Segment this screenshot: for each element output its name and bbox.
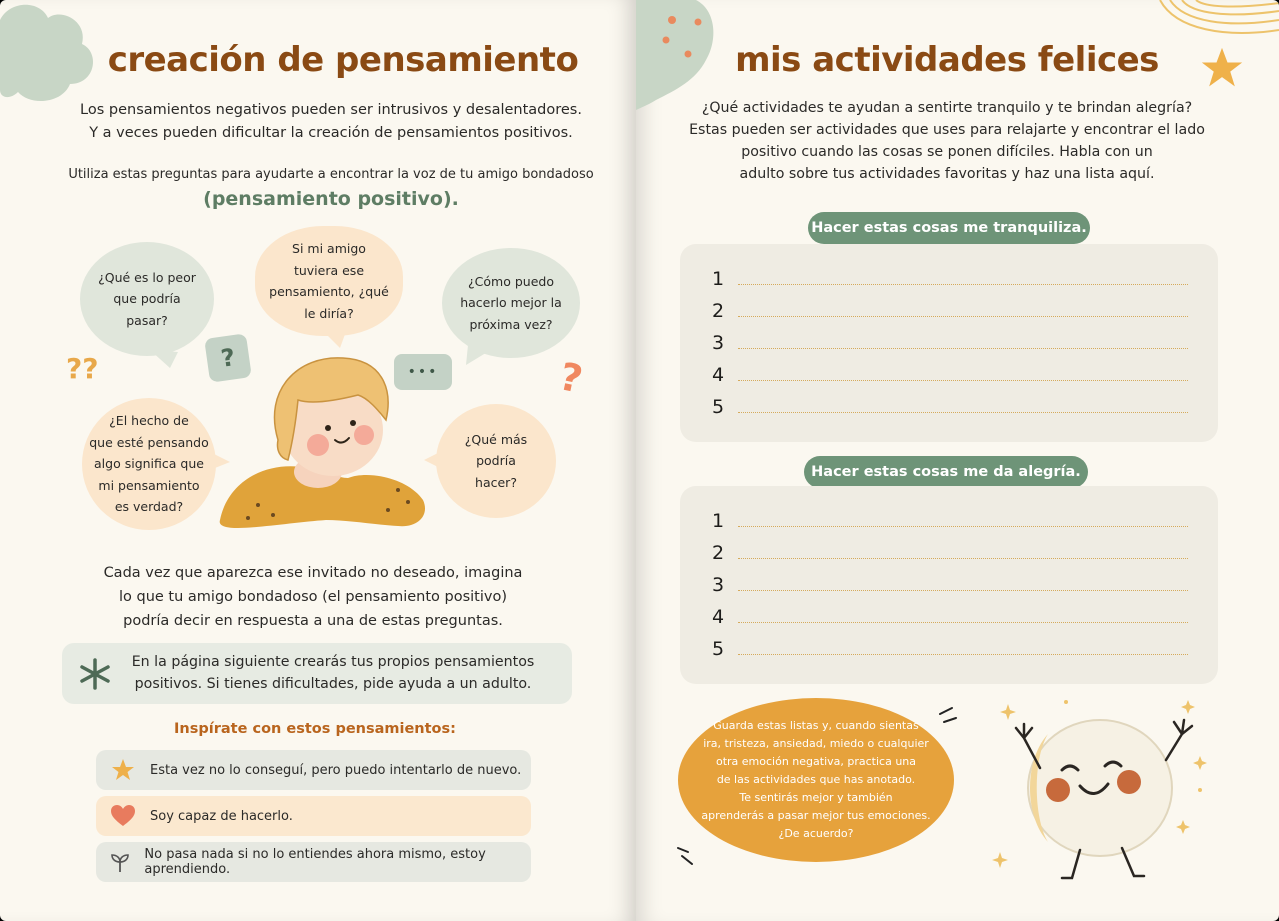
motion-marks-icon: [674, 838, 704, 868]
bubble-text: ¿Qué es lo peor: [98, 269, 196, 285]
write-line[interactable]: [738, 526, 1188, 527]
intro-line: ¿Qué actividades te ayudan a sentirte tranquilo y te brindan alegría?: [701, 100, 1193, 116]
list-row[interactable]: [712, 386, 1188, 418]
note-box: [62, 643, 572, 704]
speech-bubble-better: [442, 248, 580, 358]
bubble-text: le diría?: [304, 305, 354, 321]
bubble-text: pasar?: [126, 312, 168, 328]
row-number: 2: [712, 300, 725, 322]
note-line: En la página siguiente crearás tus propios pensamientos: [131, 654, 535, 670]
left-page: [0, 0, 636, 921]
row-number: 2: [712, 542, 725, 564]
page-title: creación de pensamiento: [107, 40, 579, 80]
bubble-text: mi pensamiento: [98, 477, 200, 493]
speech-bubble-fact: [82, 398, 216, 530]
write-line[interactable]: [738, 316, 1188, 317]
reminder-text: [701, 717, 930, 843]
joy-heading: Hacer estas cosas me da alegría.: [804, 456, 1088, 488]
orange-question-mark-icon: ?: [555, 354, 587, 402]
list-row[interactable]: [712, 596, 1188, 628]
bubble-text: ¿El hecho de: [109, 413, 189, 429]
right-page: [636, 0, 1279, 921]
write-line[interactable]: [738, 654, 1188, 655]
intro-line: Los pensamientos negativos pueden ser intrusivos y desalentadores.: [80, 102, 582, 118]
write-line[interactable]: [738, 590, 1188, 591]
highlight-text: (pensamiento positivo).: [203, 188, 459, 210]
write-line[interactable]: [738, 558, 1188, 559]
bubble-text: ¿Cómo puedo: [468, 273, 554, 289]
reminder-line: ira, tristeza, ansiedad, miedo o cualquier: [703, 737, 929, 750]
bubble-text: pensamiento, ¿qué: [269, 284, 389, 299]
joy-list-box: [680, 486, 1218, 684]
reminder-line: ¿De acuerdo?: [778, 827, 854, 840]
intro-text: [636, 97, 1258, 185]
reminder-bubble: [678, 698, 954, 862]
bubble-text: es verdad?: [114, 499, 184, 515]
write-line[interactable]: [738, 622, 1188, 623]
closing-paragraph: [0, 561, 626, 633]
list-row[interactable]: [712, 258, 1188, 290]
asterisk-icon: [78, 657, 112, 691]
list-row[interactable]: [712, 628, 1188, 660]
star-icon: [96, 758, 150, 782]
tip-text: Esta vez no lo conseguí, pero puedo intentarlo de nuevo.: [150, 762, 522, 778]
bubble-text: podría: [476, 453, 516, 469]
question-mark: ?: [219, 343, 237, 373]
row-number: 5: [712, 396, 725, 418]
reminder-line: aprenderás a pasar mejor tus emociones.: [701, 809, 931, 822]
calm-list-box: [680, 244, 1218, 442]
note-text: [118, 651, 548, 695]
list-row[interactable]: [712, 500, 1188, 532]
write-line[interactable]: [738, 284, 1188, 285]
bubble-text: hacer?: [475, 474, 517, 490]
speech-bubble-more: [436, 404, 556, 518]
motion-marks-icon: [934, 700, 964, 730]
list-row[interactable]: [712, 532, 1188, 564]
tip-text: No pasa nada si no lo entiendes ahora mismo, estoy aprendiendo.: [144, 847, 486, 877]
heart-icon: [96, 805, 150, 827]
reminder-line: otra emoción negativa, practica una: [715, 755, 917, 768]
inspire-heading: Inspírate con estos pensamientos:: [174, 721, 456, 737]
tip-text: Soy capaz de hacerlo.: [150, 808, 293, 824]
bubble-text: ¿Qué más: [464, 431, 528, 447]
instruction-text: Utiliza estas preguntas para ayudarte a encontrar la voz de tu amigo bondadoso: [68, 167, 594, 182]
tip-row: [96, 750, 531, 790]
intro-line: adulto sobre tus actividades favoritas y haz una lista aquí.: [739, 166, 1155, 182]
reminder-line: Guarda estas listas y, cuando sientas: [713, 719, 919, 732]
speech-bubble-friend: [255, 226, 403, 336]
row-number: 3: [712, 574, 725, 596]
closing-line: Cada vez que aparezca ese invitado no deseado, imagina: [103, 565, 523, 581]
bubble-text: hacerlo mejor la: [460, 295, 562, 311]
row-number: 3: [712, 332, 725, 354]
page-title: mis actividades felices: [735, 40, 1159, 80]
bubble-text: que esté pensando: [89, 434, 209, 450]
happy-moon-character-illustration: [988, 690, 1228, 890]
write-line[interactable]: [738, 412, 1188, 413]
bubble-text: tuviera ese: [293, 262, 365, 278]
row-number: 5: [712, 638, 725, 660]
bubble-text: algo significa que: [94, 456, 204, 472]
sun-rays-decoration-icon: [1156, 0, 1279, 45]
intro-line: Y a veces pueden dificultar la creación de pensamientos positivos.: [89, 125, 573, 141]
bubble-text: Si mi amigo: [292, 241, 366, 256]
calm-heading: Hacer estas cosas me tranquiliza.: [808, 212, 1090, 244]
intro-line: Estas pueden ser actividades que uses para relajarte y encontrar el lado: [689, 122, 1205, 138]
row-number: 4: [712, 606, 725, 628]
list-row[interactable]: [712, 354, 1188, 386]
write-line[interactable]: [738, 348, 1188, 349]
thinking-child-illustration: [218, 350, 433, 535]
row-number: 1: [712, 510, 725, 532]
sprout-icon: [96, 851, 144, 873]
speech-bubble-worst: [80, 242, 214, 356]
bubble-text: próxima vez?: [469, 316, 553, 332]
closing-line: podría decir en respuesta a una de estas preguntas.: [123, 613, 503, 629]
closing-line: lo que tu amigo bondadoso (el pensamiento positivo): [119, 589, 507, 605]
reminder-line: Te sentirás mejor y también: [739, 791, 893, 804]
note-line: positivos. Si tienes dificultades, pide ayuda a un adulto.: [134, 676, 532, 692]
bubble-text: que podría: [113, 291, 181, 307]
write-line[interactable]: [738, 380, 1188, 381]
list-row[interactable]: [712, 564, 1188, 596]
tip-row: [96, 796, 531, 836]
reminder-line: de las actividades que has anotado.: [716, 773, 916, 786]
double-question-mark-icon: ??: [66, 352, 99, 385]
row-number: 4: [712, 364, 725, 386]
row-number: 1: [712, 268, 725, 290]
intro-line: positivo cuando las cosas se ponen difíciles. Habla con un: [741, 144, 1153, 160]
list-row[interactable]: [712, 290, 1188, 322]
tip-row: [96, 842, 531, 882]
ellipsis-mark: •••: [407, 364, 439, 380]
list-row[interactable]: [712, 322, 1188, 354]
